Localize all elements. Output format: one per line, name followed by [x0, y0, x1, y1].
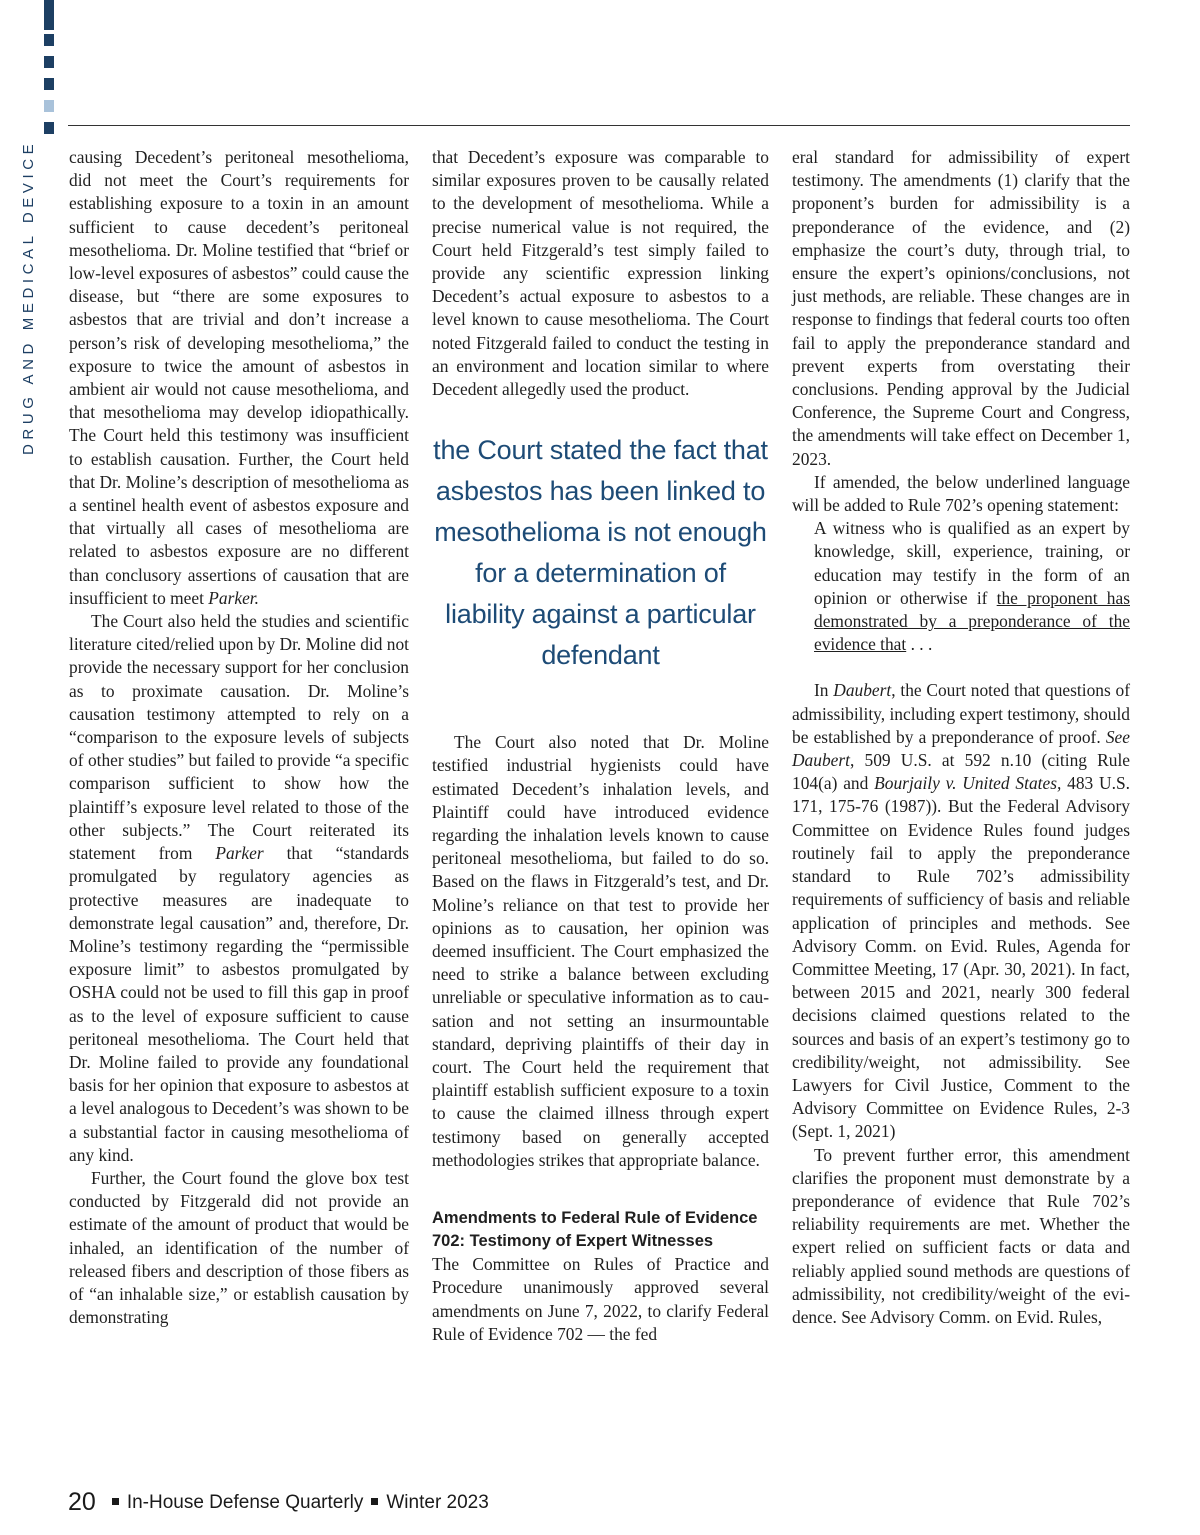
rule-quote: A witness who is qualified as an expert by knowledge, skill, experience, training, or education may testify in the form of an opinion or otherwise if the proponent has demonstrated by a preponderance of the evidence that . . .: [814, 518, 1130, 655]
paragraph: causing Decedent’s peritoneal mesothelioma, did not meet the Court’s requirements for establishing exposure to a toxin in an amount sufficient to cause decedent’s peritoneal mesothelioma. Dr. Moline testified that “brief or low-level exposures of asbestos” could cause the disease, but “there are some exposures to asbestos that are trivial and don’t increase a person’s risk of developing mesothelioma,” the exposure to twice the amount of asbestos in ambient air would not cause mesothelioma, and that mesothelioma may develop idiopathically. The Court held this testimony was insufficient to establish causation. Further, the Court held that Dr. Moline’s description of mesothelioma as a sentinel health event of asbestos exposure and that virtually all cases of mesothelioma are related to asbestos exposure are no different than conclusory assertions of causation that are insufficient to meet Parker.: [69, 147, 409, 608]
paragraph: To prevent further error, this amendment clarifies the proponent must demonstrate by a preponderance of evidence that Rule 702’s reliability requirements are met. Whether the expert relied on sufficient facts or data and reliably applied sound methods are questions of admissibility, not credibility/weight of the evidence. See Advisory Comm. on Evid. Rules,: [792, 1144, 1130, 1327]
article-column-1: [69, 146, 409, 1329]
paragraph: Further, the Court found the glove box test conducted by Fitzgerald did not provide an estimate of the amount of product that would be inhaled, an identification of the number of released fibers and description of those fibers as of “an inhalable size,” or establish causation by demonstrating: [69, 1167, 409, 1328]
paragraph: If amended, the below underlined language will be added to Rule 702’s opening statement:: [792, 471, 1130, 516]
section-heading: Amendments to Federal Rule of Evidence 702: Testimony of Expert Witnesses: [432, 1209, 758, 1251]
publication-name: In-House Defense Quarterly: [126, 1492, 364, 1513]
article-column-2: [432, 146, 769, 1346]
paragraph: In Daubert, the Court noted that questions of admissibility, including expert testimony, should be established by a preponderance of proof. See Daubert, 509 U.S. at 592 n.10 (citing Rule 104(a) and Bourjaily v. United States, 483 U.S. 171, 175-76 (1987)). But the Federal Advisory Committee on Evidence Rules found judges routinely fail to apply the preponderance standard to Rule 702’s admissibility requirements of sufficiency of basis and reliable application of principles and methods. See Advisory Comm. on Evid. Rules, Agenda for Committee Meeting, 17 (Apr. 30, 2021). In fact, between 2015 and 2021, nearly 300 federal decisions claimed questions related to the sources and basis of an expert’s testimony go to credibility/weight, not admissibility. See Lawyers for Civil Justice, Comment to the Advisory Committee on Evidence Rules, 2-3 (Sept. 1, 2021): [792, 680, 1130, 1142]
section-label: DRUG AND MEDICAL DEVICE: [20, 139, 37, 455]
page-number: 20: [68, 1488, 96, 1516]
bullet-separator: [371, 1498, 378, 1505]
page-footer: [68, 1487, 489, 1517]
paragraph: that Decedent’s exposure was comparable to similar exposures proven to be causally related to the development of mesothelioma. While a precise numerical value is not required, the Court held Fitzgerald’s test simply failed to provide any scientific expression linking Decedent’s actual exposure to asbestos to a level known to cause mesothelioma. The Court noted Fitzgerald failed to conduct the testing in an environment and location similar to where Decedent allegedly used the product.: [432, 147, 769, 400]
issue-date: Winter 2023: [386, 1492, 489, 1513]
pull-quote: the Court stated the fact that asbestos has been linked to mesothelioma is not enough for a determination of liability against a particular defendant: [433, 435, 768, 671]
paragraph: The Court also held the studies and scientific literature cited/relied upon by Dr. Moline did not provide the necessary support for her conclusion as to proximate causation. Dr. Moline’s causation testimony attempted to rely on a “comparison to the exposure levels of subjects of other studies” but failed to provide “a specific comparison sufficient to show how the plaintiff’s exposure level related to those of the other subjects.” The Court reiterated its statement from Parker that “standards promulgated by regulatory agencies as protective measures are inadequate to demonstrate legal causation” and, therefore, Dr. Moline’s testimony regarding the “permissible exposure limit” to asbestos promulgated by OSHA could not be used to fill this gap in proof as to the level of exposure sufficient to cause peritoneal mesothelioma. The Court held that Dr. Moline failed to provide any foundational basis for her opinion that exposure to asbestos at a level analogous to Decedent’s was shown to be a substantial factor in causing mesothelioma of any kind.: [69, 611, 409, 1165]
article-column-3: [792, 146, 1130, 1329]
paragraph: The Committee on Rules of Practice and Procedure unanimously approved several amendments on June 7, 2022, to clarify Federal Rule of Evidence 702 — the fed: [432, 1254, 769, 1344]
paragraph: eral standard for admissibility of expert testimony. The amendments (1) clarify that the proponent’s burden for admissibility is a preponderance of the evidence, and (2) emphasize the court’s duty, through trial, to ensure the expert’s opinions/conclusions, not just methods, are reliable. These changes are in response to findings that federal courts too often fail to apply the preponderance standard and prevent experts from overstating their conclusions. Pending approval by the Judicial Conference, the Supreme Court and Congress, the amendments will take effect on December 1, 2023.: [792, 147, 1130, 469]
underlined-amendment: the proponent has demonstrated by a preponderance of the evidence that: [814, 587, 1130, 655]
side-accent-dots: [44, 34, 54, 144]
bullet-separator: [112, 1498, 119, 1505]
top-divider: [68, 125, 1130, 126]
paragraph: The Court also noted that Dr. Moline testified industrial hygienists could have estimated Decedent’s inhalation levels, and Plaintiff could have introduced evidence regarding the inhalation levels known to cause peritoneal mesothelioma, but failed to do so. Based on the flaws in Fitzgerald’s test, and Dr. Moline’s reliance on that test to provide her opinions as to causation, her opinion was deemed insufficient. The Court emphasized the need to strike a balance between excluding unreliable or speculative information as to causation and not setting an insurmountable standard, depriving plaintiffs of their day in court. The Court held the requirement that plaintiff establish sufficient exposure to a toxin to cause the claimed illness through expert testimony based on generally accepted methodologies strikes that appropriate balance.: [432, 732, 769, 1170]
side-accent-bar: [44, 0, 54, 30]
